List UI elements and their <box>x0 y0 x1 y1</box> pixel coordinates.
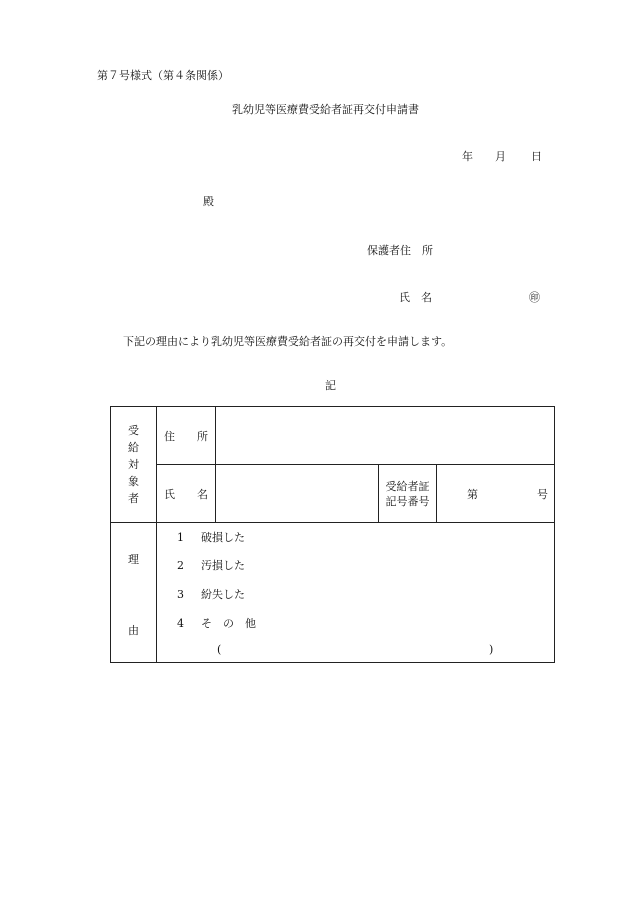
recipient-char: 者 <box>128 492 139 505</box>
reason-text: そ の 他 <box>201 617 256 630</box>
address-field[interactable] <box>216 407 555 465</box>
addressee-label: 殿 <box>203 195 214 208</box>
cert-number-field[interactable] <box>437 465 555 523</box>
cert-label-line1: 受給者証 <box>385 479 430 493</box>
other-reason-paren-close: ) <box>489 643 494 656</box>
reason-num: 3 <box>177 588 184 601</box>
date-year-label: 年 <box>462 150 473 163</box>
date-day-label: 日 <box>531 150 542 163</box>
reason-header-bottom: 由 <box>128 624 139 637</box>
name-label-cell <box>157 465 216 523</box>
reason-option-lost[interactable] <box>177 586 245 602</box>
reason-text: 汚損した <box>201 559 245 572</box>
recipient-header <box>111 407 157 523</box>
application-table <box>110 406 555 663</box>
recipient-char: 受 <box>128 424 139 437</box>
reason-options <box>157 523 555 663</box>
applicant-name-label: 氏 名 <box>399 291 432 304</box>
cert-go-label: 号 <box>537 487 549 501</box>
address-label-1: 住 <box>164 429 175 443</box>
cert-label-line2: 記号番号 <box>385 494 430 508</box>
reason-option-other[interactable] <box>177 615 256 631</box>
ki-heading: 記 <box>325 379 336 392</box>
reason-header <box>111 523 157 663</box>
address-label-cell <box>157 407 216 465</box>
address-label-2: 所 <box>197 429 208 443</box>
address-row <box>111 407 555 465</box>
reason-num: 2 <box>177 559 184 572</box>
name-row <box>111 465 555 523</box>
cert-number-label-cell <box>379 465 437 523</box>
recipient-char: 象 <box>128 475 139 488</box>
reason-text: 破損した <box>201 531 245 544</box>
other-reason-paren-open: ( <box>217 643 222 656</box>
form-title: 乳幼児等医療費受給者証再交付申請書 <box>232 103 419 116</box>
statement-text: 下記の理由により乳幼児等医療費受給者証の再交付を申請します。 <box>123 335 453 348</box>
reason-header-top: 理 <box>128 553 139 566</box>
reason-num: 4 <box>177 617 184 630</box>
reason-option-damaged[interactable] <box>177 529 245 545</box>
name-field[interactable] <box>216 465 379 523</box>
name-label-2: 名 <box>197 487 208 501</box>
reason-num: 1 <box>177 531 184 544</box>
reason-option-soiled[interactable] <box>177 557 245 573</box>
form-number: 第７号様式（第４条関係） <box>97 69 229 82</box>
recipient-char: 対 <box>128 458 139 471</box>
name-label-1: 氏 <box>164 487 175 501</box>
seal-mark: ㊞ <box>529 291 540 304</box>
recipient-char: 給 <box>128 441 139 454</box>
reason-row <box>111 523 555 663</box>
date-month-label: 月 <box>495 150 506 163</box>
reason-text: 紛失した <box>201 588 245 601</box>
cert-dai-label: 第 <box>467 487 478 501</box>
guardian-address-label: 保護者住 所 <box>367 244 433 257</box>
